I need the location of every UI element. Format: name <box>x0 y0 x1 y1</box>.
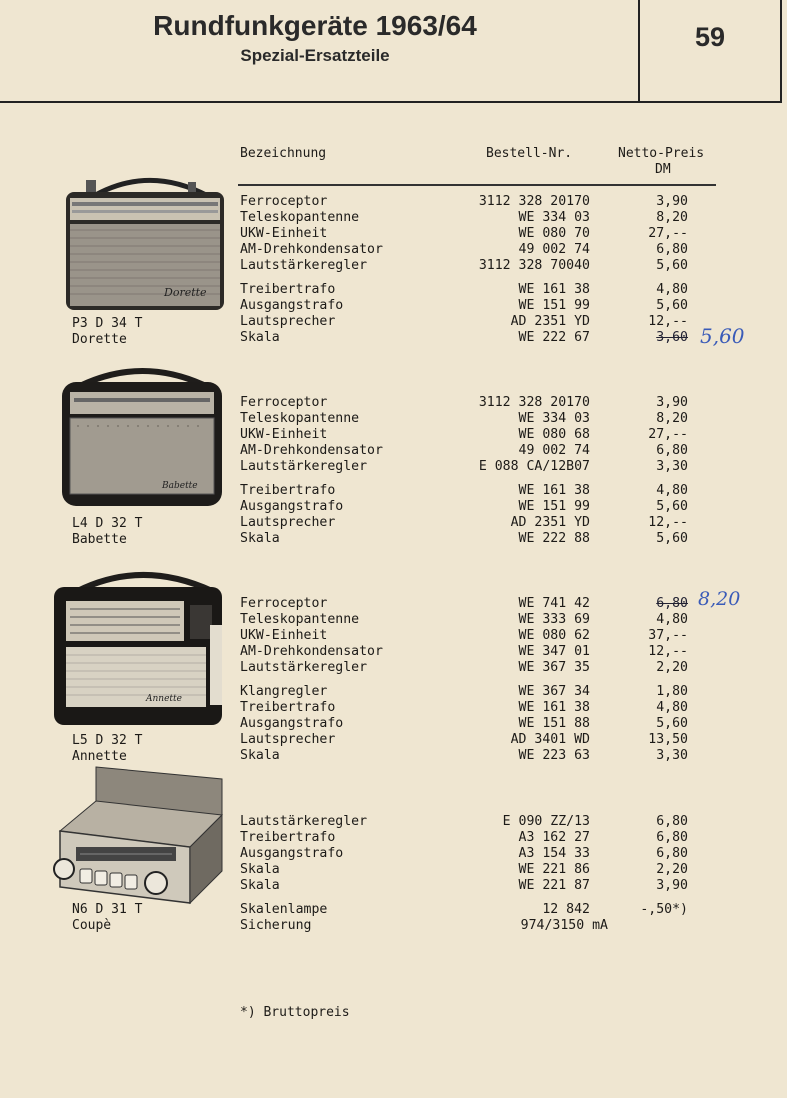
part-name: Klangregler <box>240 684 328 699</box>
part-order-number: WE 222 67 <box>518 330 590 345</box>
handwritten-price-dorette: 5,60 <box>700 324 745 348</box>
part-name: Skala <box>240 862 280 877</box>
part-price: 5,60 <box>656 531 688 546</box>
part-name: Lautstärkeregler <box>240 459 368 474</box>
part-price: 6,80 <box>656 443 688 458</box>
col-header-order: Bestell-Nr. <box>486 146 573 161</box>
part-price: 27,-- <box>648 226 688 241</box>
part-order-number: E 090 ZZ/13 <box>502 814 590 829</box>
part-order-number: WE 161 38 <box>518 282 590 297</box>
radio-image-annette <box>50 565 226 727</box>
radio-image-coupe <box>50 765 228 907</box>
part-name: AM-Drehkondensator <box>240 644 383 659</box>
part-price: 3,30 <box>656 459 688 474</box>
part-order-number: WE 080 62 <box>518 628 590 643</box>
part-price: -,50*) <box>640 902 688 917</box>
part-order-number: WE 221 86 <box>518 862 590 877</box>
part-price: 6,80 <box>656 814 688 829</box>
part-name: Ausgangstrafo <box>240 716 344 731</box>
part-order-number: WE 221 87 <box>518 878 590 893</box>
part-order-number: WE 741 42 <box>518 596 590 611</box>
part-order-number: WE 151 99 <box>518 499 590 514</box>
part-price: 3,90 <box>656 878 688 893</box>
part-name: Skala <box>240 878 280 893</box>
part-name: Lautsprecher <box>240 314 336 329</box>
part-name: Treibertrafo <box>240 282 336 297</box>
part-price: 4,80 <box>656 282 688 297</box>
part-price: 3,30 <box>656 748 688 763</box>
part-price: 5,60 <box>656 499 688 514</box>
part-price: 6,80 <box>656 596 688 611</box>
col-header-currency: DM <box>655 162 671 177</box>
part-name: Lautsprecher <box>240 732 336 747</box>
part-order-number: AD 3401 WD <box>510 732 590 747</box>
part-name: Skala <box>240 748 280 763</box>
part-price: 6,80 <box>656 846 688 861</box>
part-price: 8,20 <box>656 210 688 225</box>
part-order-number: WE 080 70 <box>518 226 590 241</box>
part-order-number: AD 2351 YD <box>510 314 590 329</box>
model-code-annette: L5 D 32 T <box>72 733 143 748</box>
part-name: Teleskopantenne <box>240 612 360 627</box>
part-price: 37,-- <box>648 628 688 643</box>
part-order-number: AD 2351 YD <box>510 515 590 530</box>
part-price: 5,60 <box>656 258 688 273</box>
part-name: Teleskopantenne <box>240 210 360 225</box>
model-name-coupe: Coupè <box>72 918 112 933</box>
part-price: 5,60 <box>656 716 688 731</box>
radio-logo-dorette: Dorette <box>164 286 207 299</box>
part-name: Lautstärkeregler <box>240 258 368 273</box>
part-order-number: WE 151 88 <box>518 716 590 731</box>
part-order-number: A3 162 27 <box>518 830 590 845</box>
part-price: 4,80 <box>656 483 688 498</box>
radio-logo-annette: Annette <box>146 694 182 704</box>
part-name: AM-Drehkondensator <box>240 443 383 458</box>
part-price: 4,80 <box>656 700 688 715</box>
part-order-number: WE 347 01 <box>518 644 590 659</box>
col-header-price: Netto-Preis <box>618 146 705 161</box>
part-order-number: WE 223 63 <box>518 748 590 763</box>
part-name: Ferroceptor <box>240 194 328 209</box>
part-price: 12,-- <box>648 644 688 659</box>
model-code-coupe: N6 D 31 T <box>72 902 143 917</box>
part-order-number: WE 151 99 <box>518 298 590 313</box>
radio-image-dorette <box>62 168 226 312</box>
handwritten-price-annette: 8,20 <box>698 588 741 610</box>
part-price: 27,-- <box>648 427 688 442</box>
part-order-number: WE 161 38 <box>518 700 590 715</box>
part-price: 2,20 <box>656 862 688 877</box>
part-name: Sicherung <box>240 918 312 933</box>
col-header-name: Bezeichnung <box>240 146 327 161</box>
part-order-number: 12 842 <box>542 902 590 917</box>
part-price: 12,-- <box>648 314 688 329</box>
part-order-number: 49 002 74 <box>518 443 590 458</box>
part-name: Lautstärkeregler <box>240 814 368 829</box>
part-order-number: 3112 328 20170 <box>478 395 590 410</box>
part-order-number: WE 333 69 <box>518 612 590 627</box>
part-order-number: WE 334 03 <box>518 411 590 426</box>
part-name: Skala <box>240 531 280 546</box>
part-price: 3,90 <box>656 395 688 410</box>
part-name: Ausgangstrafo <box>240 499 344 514</box>
part-price: 12,-- <box>648 515 688 530</box>
part-order-number: WE 367 34 <box>518 684 590 699</box>
part-price: 1,80 <box>656 684 688 699</box>
part-name: Ferroceptor <box>240 395 328 410</box>
part-name: Treibertrafo <box>240 483 336 498</box>
part-order-number: WE 080 68 <box>518 427 590 442</box>
part-name: AM-Drehkondensator <box>240 242 383 257</box>
radio-logo-babette: Babette <box>162 481 198 491</box>
page-subtitle: Spezial-Ersatzteile <box>240 46 390 65</box>
part-name: Lautstärkeregler <box>240 660 368 675</box>
part-order-number: 3112 328 70040 <box>478 258 590 273</box>
part-price: 3,60 <box>656 330 688 345</box>
part-order-number: WE 222 88 <box>518 531 590 546</box>
part-order-number: WE 334 03 <box>518 210 590 225</box>
model-code-dorette: P3 D 34 T <box>72 316 143 331</box>
part-price: 3,90 <box>656 194 688 209</box>
part-name: Ausgangstrafo <box>240 298 344 313</box>
footnote: *) Bruttopreis <box>240 1005 350 1020</box>
part-price <box>600 918 688 934</box>
part-name: UKW-Einheit <box>240 628 328 643</box>
model-name-babette: Babette <box>72 532 127 547</box>
part-order-number: WE 161 38 <box>518 483 590 498</box>
part-order-number: 3112 328 20170 <box>478 194 590 209</box>
part-name: UKW-Einheit <box>240 427 328 442</box>
part-price: 6,80 <box>656 830 688 845</box>
model-name-dorette: Dorette <box>72 332 127 347</box>
part-order-number: 974/3150 mA <box>520 918 608 933</box>
page-title: Rundfunkgeräte 1963/64 <box>153 10 477 41</box>
part-price: 4,80 <box>656 612 688 627</box>
part-name: Treibertrafo <box>240 830 336 845</box>
part-name: Ferroceptor <box>240 596 328 611</box>
part-order-number: A3 154 33 <box>518 846 590 861</box>
model-name-annette: Annette <box>72 749 127 764</box>
page-number: 59 <box>694 22 726 52</box>
part-price: 2,20 <box>656 660 688 675</box>
part-order-number: WE 367 35 <box>518 660 590 675</box>
part-price: 13,50 <box>648 732 688 747</box>
part-name: Ausgangstrafo <box>240 846 344 861</box>
part-name: Skalenlampe <box>240 902 328 917</box>
part-name: UKW-Einheit <box>240 226 328 241</box>
part-name: Teleskopantenne <box>240 411 360 426</box>
part-name: Skala <box>240 330 280 345</box>
part-name: Lautsprecher <box>240 515 336 530</box>
part-order-number: E 088 CA/12B07 <box>478 459 590 474</box>
part-name: Treibertrafo <box>240 700 336 715</box>
part-order-number: 49 002 74 <box>518 242 590 257</box>
part-price: 8,20 <box>656 411 688 426</box>
header-rule <box>238 184 716 186</box>
radio-image-babette <box>58 360 224 508</box>
part-price: 5,60 <box>656 298 688 313</box>
model-code-babette: L4 D 32 T <box>72 516 143 531</box>
part-price: 6,80 <box>656 242 688 257</box>
